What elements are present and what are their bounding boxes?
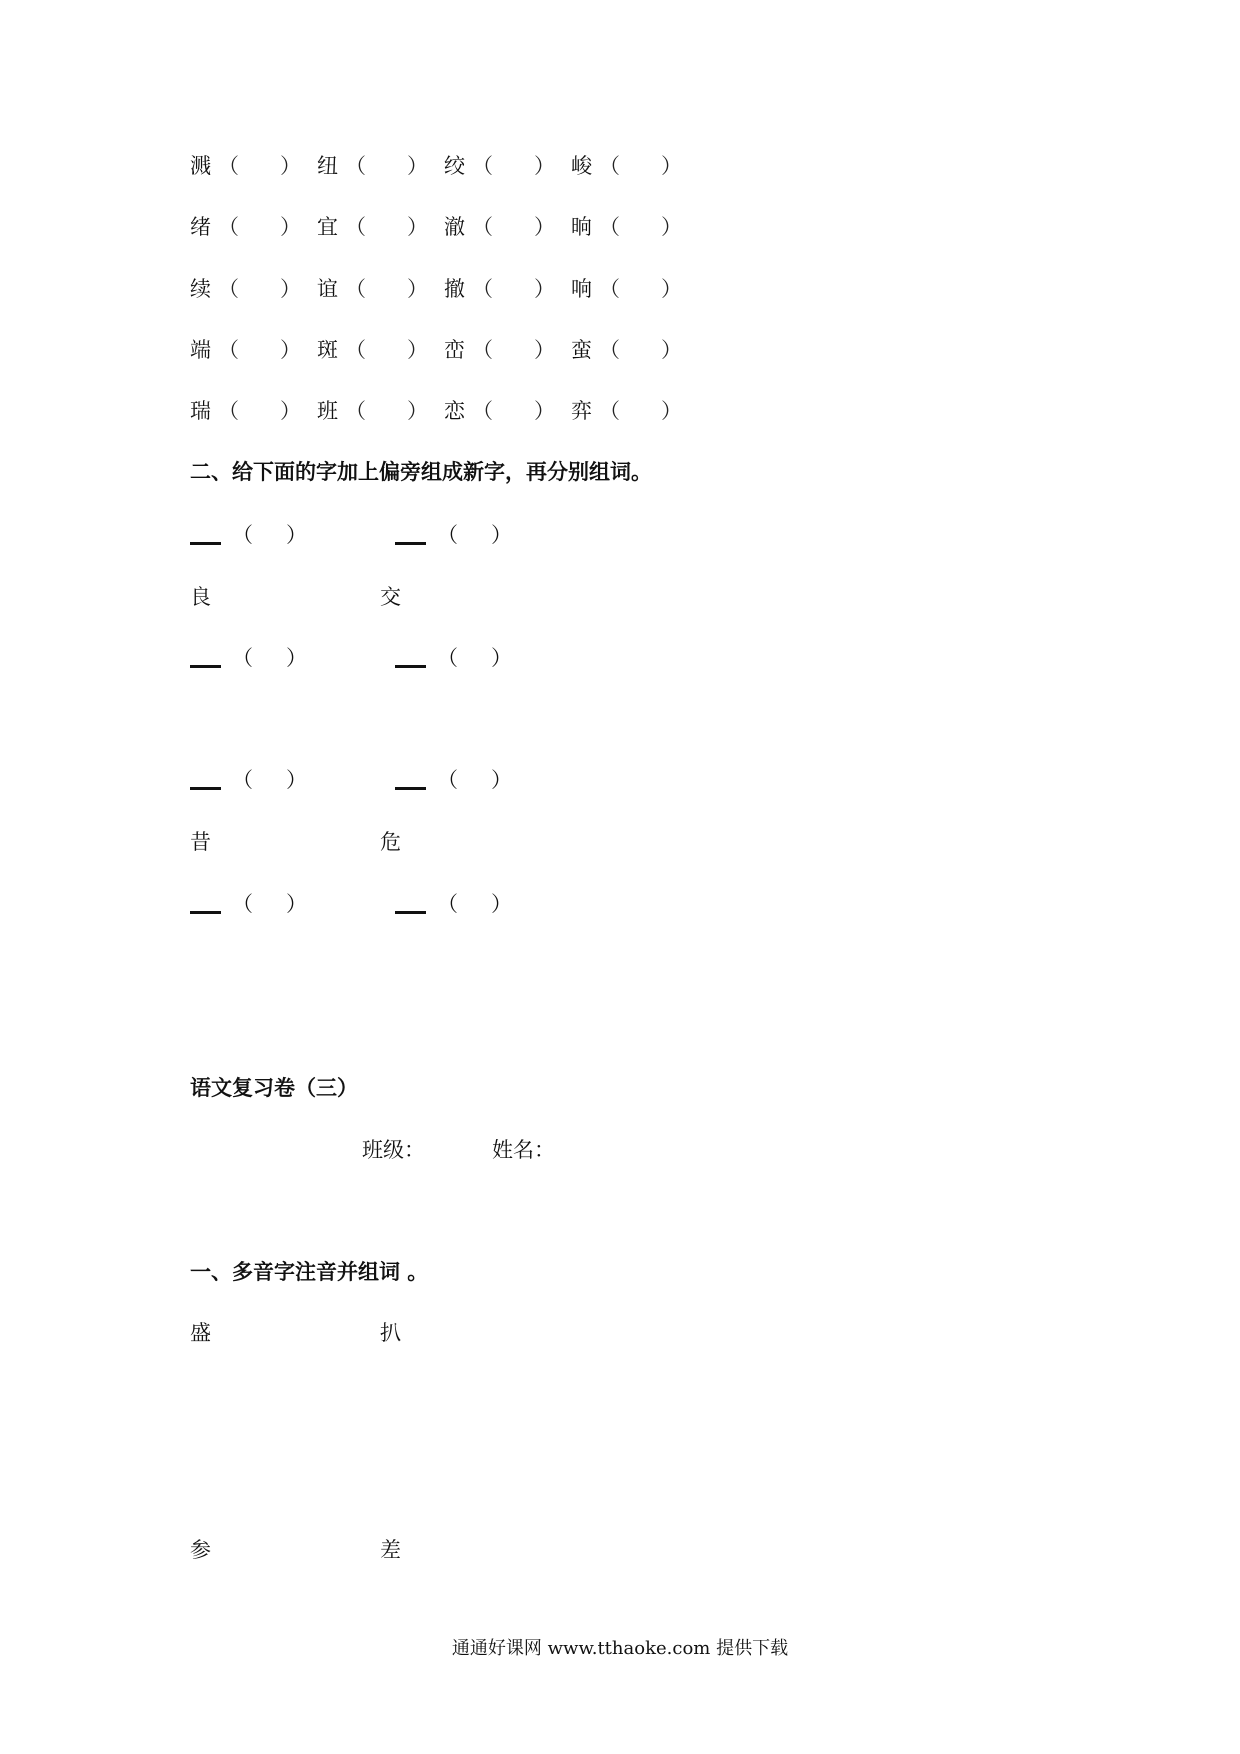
- answer-blank[interactable]: [395, 787, 426, 790]
- base-char: 交: [380, 585, 401, 609]
- right-paren: ）: [661, 338, 682, 362]
- polyphonic-char: 参: [190, 1538, 211, 1562]
- section-two-title: 二、给下面的字加上偏旁组成新字，再分别组词。: [190, 460, 652, 484]
- right-paren: ）: [534, 399, 555, 423]
- char: 澈: [444, 215, 465, 239]
- name-label: 姓名：: [492, 1138, 555, 1162]
- section-one-title: 一、多音字注音并组词 。: [190, 1260, 429, 1284]
- base-char: 危: [380, 830, 401, 854]
- right-paren: ）: [286, 523, 307, 547]
- right-paren: ）: [534, 338, 555, 362]
- char: 纽: [317, 154, 338, 178]
- left-paren: （: [437, 646, 458, 670]
- left-paren: （: [345, 277, 366, 301]
- page-footer: 通通好课网 www.tthaoke.com 提供下载: [451, 1638, 789, 1659]
- left-paren: （: [232, 768, 253, 792]
- left-paren: （: [472, 338, 493, 362]
- char: 绪: [190, 215, 211, 239]
- left-paren: （: [345, 399, 366, 423]
- left-paren: （: [218, 277, 239, 301]
- left-paren: （: [599, 277, 620, 301]
- char: 溅: [190, 154, 211, 178]
- right-paren: ）: [286, 768, 307, 792]
- right-paren: ）: [491, 523, 512, 547]
- left-paren: （: [345, 154, 366, 178]
- base-char: 昔: [190, 830, 211, 854]
- left-paren: （: [232, 523, 253, 547]
- right-paren: ）: [280, 154, 301, 178]
- char: 峦: [444, 338, 465, 362]
- right-paren: ）: [491, 892, 512, 916]
- right-paren: ）: [286, 892, 307, 916]
- char: 瑞: [190, 399, 211, 423]
- right-paren: ）: [491, 768, 512, 792]
- right-paren: ）: [280, 277, 301, 301]
- right-paren: ）: [661, 215, 682, 239]
- left-paren: （: [218, 215, 239, 239]
- left-paren: （: [599, 215, 620, 239]
- char: 响: [571, 277, 592, 301]
- right-paren: ）: [491, 646, 512, 670]
- right-paren: ）: [407, 338, 428, 362]
- left-paren: （: [437, 523, 458, 547]
- right-paren: ）: [534, 215, 555, 239]
- left-paren: （: [218, 338, 239, 362]
- left-paren: （: [345, 338, 366, 362]
- polyphonic-char: 扒: [380, 1321, 401, 1345]
- left-paren: （: [472, 399, 493, 423]
- left-paren: （: [218, 154, 239, 178]
- right-paren: ）: [407, 277, 428, 301]
- right-paren: ）: [534, 154, 555, 178]
- left-paren: （: [345, 215, 366, 239]
- left-paren: （: [232, 646, 253, 670]
- char: 峻: [571, 154, 592, 178]
- answer-blank[interactable]: [190, 542, 221, 545]
- left-paren: （: [472, 277, 493, 301]
- right-paren: ）: [661, 277, 682, 301]
- right-paren: ）: [286, 646, 307, 670]
- char: 恋: [444, 399, 465, 423]
- char: 晌: [571, 215, 592, 239]
- answer-blank[interactable]: [190, 665, 221, 668]
- base-char: 良: [190, 585, 211, 609]
- right-paren: ）: [534, 277, 555, 301]
- answer-blank[interactable]: [190, 911, 221, 914]
- right-paren: ）: [280, 399, 301, 423]
- char: 谊: [317, 277, 338, 301]
- answer-blank[interactable]: [395, 911, 426, 914]
- char: 续: [190, 277, 211, 301]
- char: 蛮: [571, 338, 592, 362]
- char: 端: [190, 338, 211, 362]
- left-paren: （: [232, 892, 253, 916]
- left-paren: （: [218, 399, 239, 423]
- left-paren: （: [437, 892, 458, 916]
- left-paren: （: [599, 399, 620, 423]
- char: 绞: [444, 154, 465, 178]
- answer-blank[interactable]: [395, 665, 426, 668]
- left-paren: （: [472, 215, 493, 239]
- answer-blank[interactable]: [395, 542, 426, 545]
- answer-blank[interactable]: [190, 787, 221, 790]
- left-paren: （: [599, 338, 620, 362]
- right-paren: ）: [280, 338, 301, 362]
- right-paren: ）: [661, 154, 682, 178]
- right-paren: ）: [407, 215, 428, 239]
- right-paren: ）: [407, 399, 428, 423]
- char: 宜: [317, 215, 338, 239]
- left-paren: （: [472, 154, 493, 178]
- polyphonic-char: 差: [380, 1538, 401, 1562]
- class-label: 班级：: [362, 1138, 425, 1162]
- char: 撤: [444, 277, 465, 301]
- left-paren: （: [599, 154, 620, 178]
- polyphonic-char: 盛: [190, 1321, 211, 1345]
- char: 班: [317, 399, 338, 423]
- char: 弈: [571, 399, 592, 423]
- right-paren: ）: [661, 399, 682, 423]
- right-paren: ）: [280, 215, 301, 239]
- char: 斑: [317, 338, 338, 362]
- right-paren: ）: [407, 154, 428, 178]
- left-paren: （: [437, 768, 458, 792]
- exam-title: 语文复习卷（三）: [190, 1076, 358, 1100]
